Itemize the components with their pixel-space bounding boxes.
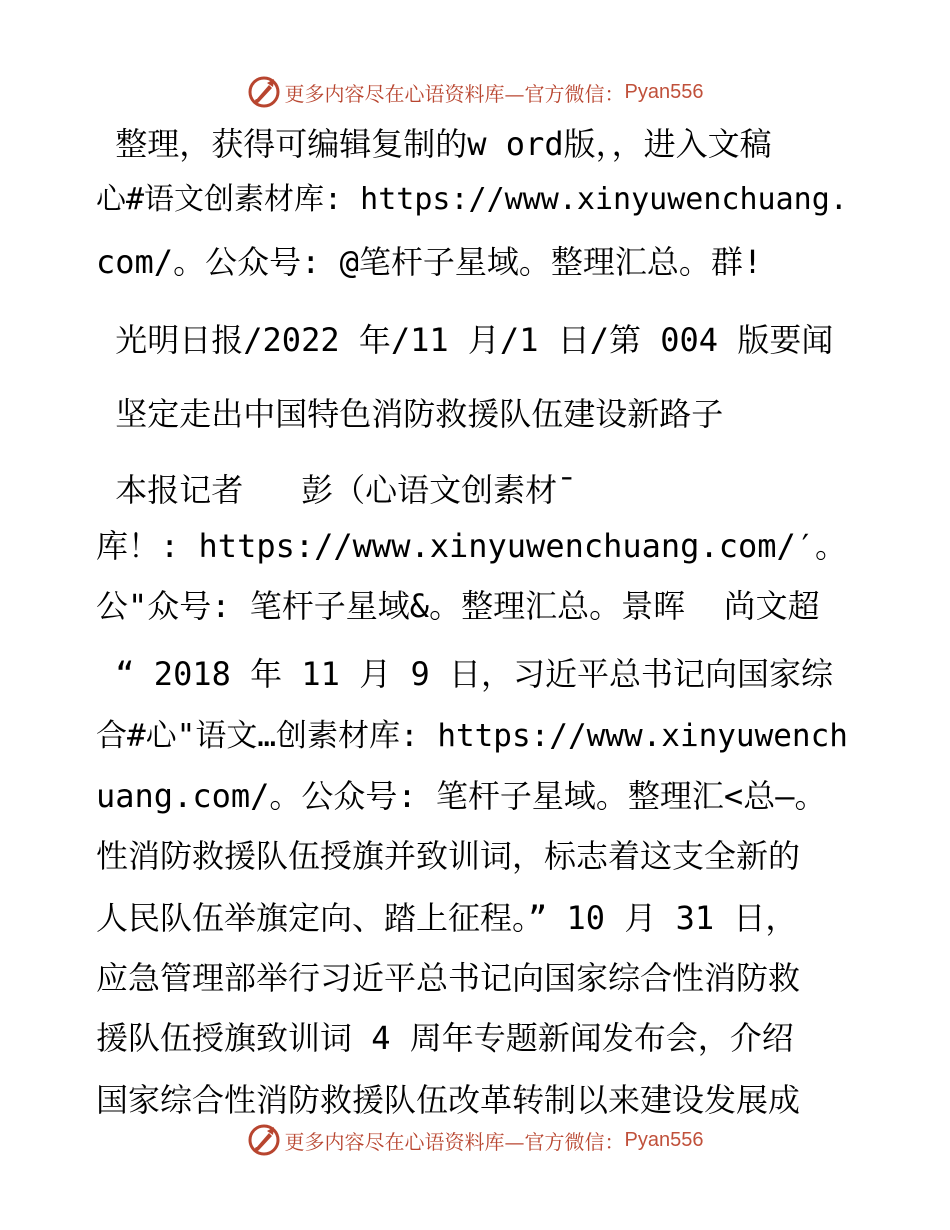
body-text-line: “ 2018 年 11 月 9 日，习近平总书记向国家综 <box>96 655 833 693</box>
body-text-line: 整理，获得可编辑复制的w ord版，，进入文稿 <box>96 125 772 163</box>
body-text-line: 人民队伍举旗定向、踏上征程。” 10 月 31 日， <box>96 899 798 937</box>
body-text-line: 应急管理部举行习近平总书记向国家综合性消防救 <box>96 959 801 997</box>
body-text-line: 性消防救援队伍授旗并致训词，标志着这支全新的 <box>96 837 801 875</box>
header-banner-separator-text: —官方微信： <box>504 81 625 106</box>
body-text-line: 公"众号: 笔杆子星域&。整理汇总。景晖 尚文超 <box>96 587 820 625</box>
body-text-line: com/。公众号: @笔杆子星域。整理汇总。群! <box>96 243 763 281</box>
body-text-line: 坚定走出中国特色消防救援队伍建设新路子 <box>96 395 724 433</box>
header-watermark-banner <box>0 72 950 112</box>
body-text-line: 心#语文创素材库: https://www.xinyuwenchuang. <box>96 182 848 217</box>
body-text-line: 库！: https://www.xinyuwenchuang.com/′。 <box>96 527 848 565</box>
header-banner-main-text: 更多内容尽在心语资料库 <box>284 81 505 106</box>
footer-banner-separator-text: —官方微信： <box>504 1129 625 1154</box>
body-text-line: uang.com/。公众号: 笔杆子星域。整理汇<总—。 <box>96 777 827 815</box>
body-text-line: 光明日报/2022 年/11 月/1 日/第 004 版要闻 <box>96 321 834 359</box>
quill-logo-icon <box>247 75 281 109</box>
header-banner-id-text: Pyan556 <box>624 80 704 103</box>
body-text-line: 援队伍授旗致训词 4 周年专题新闻发布会，介绍 <box>96 1019 794 1057</box>
body-text-line: 国家综合性消防救援队伍改革转制以来建设发展成 <box>96 1081 801 1119</box>
quill-logo-icon <box>247 1123 281 1157</box>
body-text-line: 合#心"语文…创素材库: https://www.xinyuwench <box>96 718 848 754</box>
footer-banner-id-text: Pyan556 <box>624 1128 704 1151</box>
footer-banner-main-text: 更多内容尽在心语资料库 <box>284 1129 505 1154</box>
body-text-line: 本报记者 彭（心语文创素材¯ <box>96 471 577 509</box>
footer-watermark-banner <box>0 1120 950 1160</box>
